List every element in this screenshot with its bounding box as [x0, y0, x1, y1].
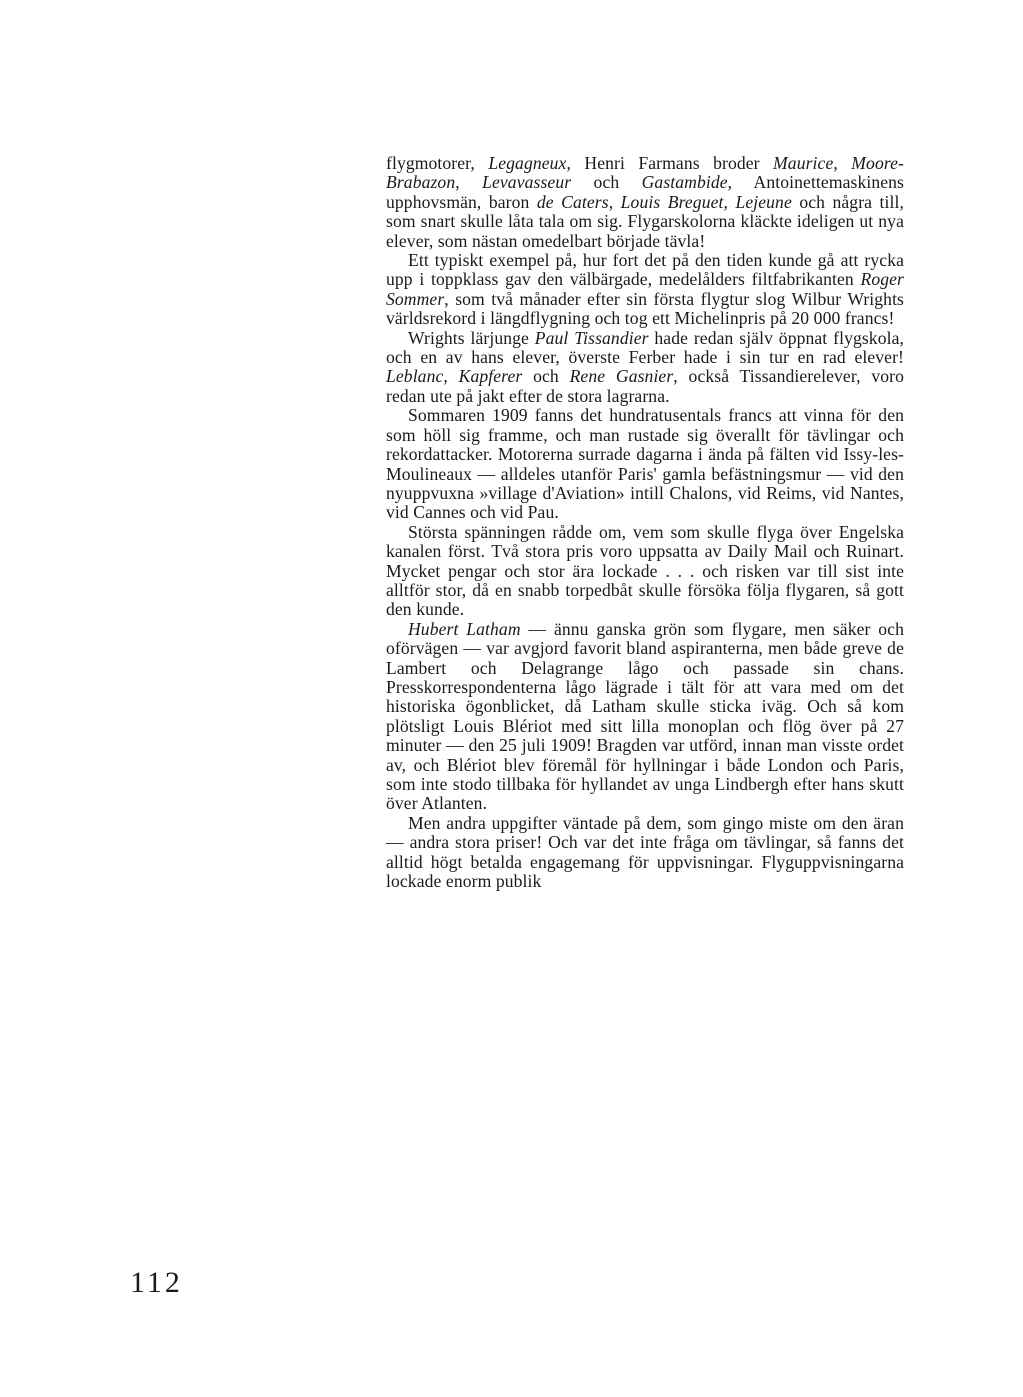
text-run: , [608, 191, 621, 212]
paragraph [386, 523, 904, 620]
italic-name: Maurice [773, 153, 834, 173]
text-run: , [455, 172, 483, 193]
text-run: och [571, 172, 642, 193]
text-run: hade redan själv öppnat flygskola, och en av hans elever, överste Ferber hade i sin tur en rad elever! [386, 327, 904, 368]
italic-name: Rene Gasnier [569, 366, 674, 387]
text-run: — ännu ganska grön som flygare, men säker och oförvägen — var avgjord favorit bland aspiranterna, men både greve de Lambert och Delagrange lågo och passade sin chans. Presskorrespondenterna lågo lägrade i tält för att vara med om det historiska ögonblicket, då Latham skulle sticka iväg. Och så kom plötsligt Louis Blériot med sitt lilla monoplan och flög över på 27 minuter — den 25 juli 1909! Bragden var utförd, innan man visste ordet av, och Blériot blev föremål för hyllningar i både London och Paris, som inte stodo tillbaka för hyllandet av unga Lindbergh efter hans skutt över Atlanten. [386, 618, 904, 814]
text-run: Wrights lärjunge [408, 327, 535, 348]
text-run: , [833, 153, 852, 173]
body-text [386, 154, 904, 891]
italic-name: Hubert Latham [408, 618, 521, 639]
text-run: , som två månader efter sin första flygtur slog Wilbur Wrights världsrekord i längdflygning och tog ett Michelinpris på 20 000 francs! [386, 288, 904, 329]
text-run: , Antoinettemaskinens upphovsmän, baron [386, 172, 904, 212]
italic-name: Gastambide [641, 172, 728, 193]
paragraph [386, 620, 904, 814]
italic-name: Lejeune [735, 191, 792, 212]
italic-name: Kapferer [458, 366, 523, 387]
paragraph [386, 154, 904, 251]
text-run: Ett typiskt exempel på, hur fort det på den tiden kunde gå att rycka upp i toppklass gav den välbärgade, medelålders filtfabrikanten [386, 250, 904, 290]
page-number: 112 [130, 1266, 183, 1299]
paragraph [386, 329, 904, 407]
italic-name: de Caters [536, 191, 609, 212]
italic-name: Moore-Brabazon [386, 153, 905, 193]
paragraph [386, 406, 904, 522]
text-run: Sommaren 1909 fanns det hundratusentals francs att vinna för den som höll sig framme, och man rustade sig överallt för tävlingar och rekordattacker. Motorerna surrade dagarna i ända på fälten vid Issy-les-Moulineaux — alldeles utanför Paris' gamla befästningsmur — vid den nyuppvuxna »village d'Aviation» intill Chalons, vid Reims, vid Nantes, vid Cannes och vid Pau. [386, 405, 904, 523]
text-run: , [723, 191, 736, 212]
italic-name: Levavasseur [482, 172, 572, 193]
text-run: flygmotorer, [386, 153, 489, 173]
italic-name: Roger Sommer [386, 269, 904, 309]
text-run: Men andra uppgifter väntade på dem, som gingo miste om den äran — andra stora priser! Och var det inte fråga om tävlingar, så fanns det alltid högt betalda engagemang för uppvisningar. Flyguppvisningarna lockade enorm publik [386, 812, 904, 892]
text-run: , [443, 366, 459, 387]
paragraph [386, 814, 904, 892]
text-run: och några till, som snart skulle låta tala om sig. Flygarskolorna kläckte ideligen ut nya elever, som nästan omedelbart började tävla! [386, 191, 904, 251]
text-run: och [522, 366, 570, 387]
italic-name: Louis Breguet [620, 191, 724, 212]
italic-name: Leblanc [386, 366, 444, 387]
paragraph [386, 251, 904, 329]
text-run: , Henri Farmans broder [566, 153, 774, 173]
text-run: , också Tissandierelever, voro redan ute på jakt efter de stora lagrarna. [386, 366, 905, 406]
italic-name: Legagneux [488, 153, 567, 173]
text-run: Största spänningen rådde om, vem som skulle flyga över Engelska kanalen först. Två stora pris voro uppsatta av Daily Mail och Ruinart. Mycket pengar och stor ära lockade . . . och risken var till sist inte alltför stor, då en snabb torpedbåt skulle försöka följa flygaren, så gott den kunde. [386, 521, 904, 620]
italic-name: Paul Tissandier [534, 327, 649, 348]
